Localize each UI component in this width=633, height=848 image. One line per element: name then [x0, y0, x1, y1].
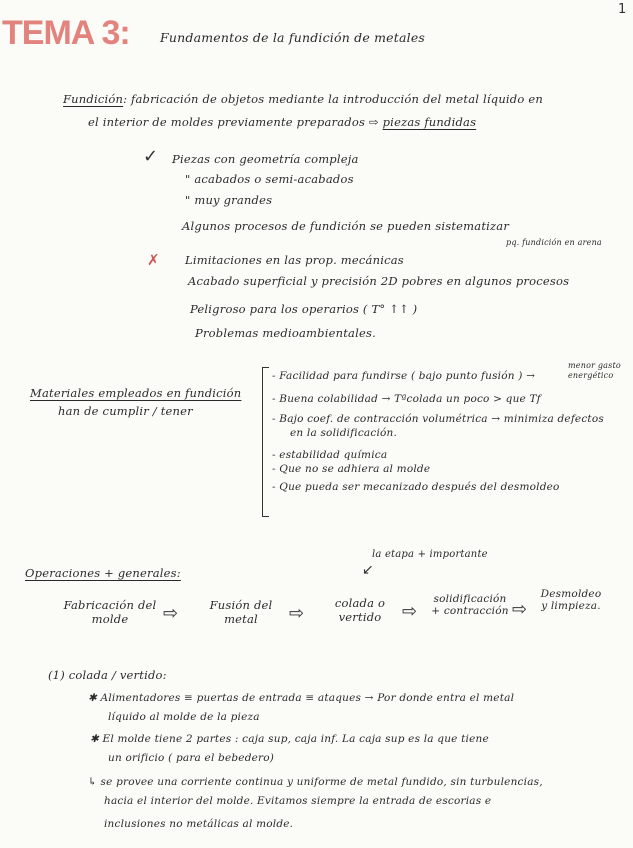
casting-bullet: inclusiones no metálicas al molde.	[104, 818, 294, 830]
disadvantage-note: pq. fundición en arena	[506, 238, 602, 247]
casting-bullet: ↳ se provee una corriente continua y uniforme de metal fundido, sin turbulencias,	[88, 776, 543, 788]
material-item: - Que pueda ser mecanizado después del desmoldeo	[272, 481, 560, 493]
materials-subheading: han de cumplir / tener	[58, 404, 193, 418]
material-item: - Que no se adhiera al molde	[272, 463, 431, 475]
cross-icon: ✗	[147, 251, 160, 269]
page-number: 1	[618, 2, 627, 17]
operation-step: Fusión del metal	[209, 598, 273, 626]
operations-note: la etapa + importante	[372, 549, 488, 560]
advantage-item: " acabados o semi-acabados	[185, 172, 354, 186]
casting-bullet: ✱ El molde tiene 2 partes : caja sup, caja inf. La caja sup es la que tiene	[90, 733, 489, 745]
flow-arrow-icon: ⇨	[512, 599, 528, 620]
material-item: - Buena colabilidad → Tªcolada un poco > que Tf	[272, 393, 541, 405]
casting-bullet: líquido al molde de la pieza	[108, 711, 260, 723]
operations-heading: Operaciones + generales:	[25, 566, 181, 580]
material-side-note: menor gasto	[568, 361, 621, 370]
operation-step: Desmoldeo y limpieza.	[540, 588, 602, 612]
check-icon: ✓	[143, 146, 159, 167]
material-item: en la solidificación.	[290, 427, 398, 439]
flow-arrow-icon: ⇨	[289, 603, 305, 624]
page-subtitle: Fundamentos de la fundición de metales	[160, 30, 426, 45]
material-item: - estabilidad química	[272, 449, 388, 461]
casting-bullet: un orificio ( para el bebedero)	[108, 752, 275, 764]
material-item: - Facilidad para fundirse ( bajo punto fusión ) →	[272, 370, 536, 382]
advantage-item: Piezas con geometría compleja	[172, 152, 359, 166]
disadvantage-item: Peligroso para los operarios ( T° ↑↑ )	[190, 302, 418, 316]
material-item: - Bajo coef. de contracción volumétrica → minimiza defectos	[272, 413, 604, 425]
operation-step: Fabricación del molde	[63, 598, 157, 626]
disadvantage-item: Limitaciones en las prop. mecánicas	[185, 253, 404, 267]
material-side-note: energético	[568, 371, 614, 380]
definition-line-1	[63, 92, 543, 106]
note-arrow-icon: ↙	[362, 562, 374, 578]
casting-bullet: ✱ Alimentadores ≡ puertas de entrada ≡ ataques → Por donde entra el metal	[88, 692, 515, 704]
operation-step: colada o vertido	[334, 596, 386, 624]
page-title: TEMA 3:	[2, 14, 130, 52]
definition-term: Fundición	[63, 92, 124, 106]
disadvantage-item: Problemas medioambientales.	[195, 326, 376, 340]
disadvantage-item: Acabado superficial y precisión 2D pobres en algunos procesos	[188, 274, 570, 288]
advantage-item: Algunos procesos de fundición se pueden sistematizar	[182, 219, 510, 233]
advantage-item: " muy grandes	[185, 193, 273, 207]
flow-arrow-icon: ⇨	[402, 601, 418, 622]
definition-line-2	[88, 115, 476, 129]
operation-step: solidificación + contracción	[431, 593, 509, 617]
definition-result: piezas fundidas	[382, 115, 477, 129]
definition-text-1: : fabricación de objetos mediante la introducción del metal líquido en	[123, 92, 543, 106]
flow-arrow-icon: ⇨	[163, 603, 179, 624]
definition-text-2: el interior de moldes previamente preparados ⇨	[88, 115, 379, 129]
materials-heading: Materiales empleados en fundición	[30, 386, 242, 400]
casting-heading: (1) colada / vertido:	[48, 668, 167, 682]
materials-bracket	[262, 367, 269, 517]
casting-bullet: hacia el interior del molde. Evitamos siempre la entrada de escorias e	[104, 795, 492, 807]
